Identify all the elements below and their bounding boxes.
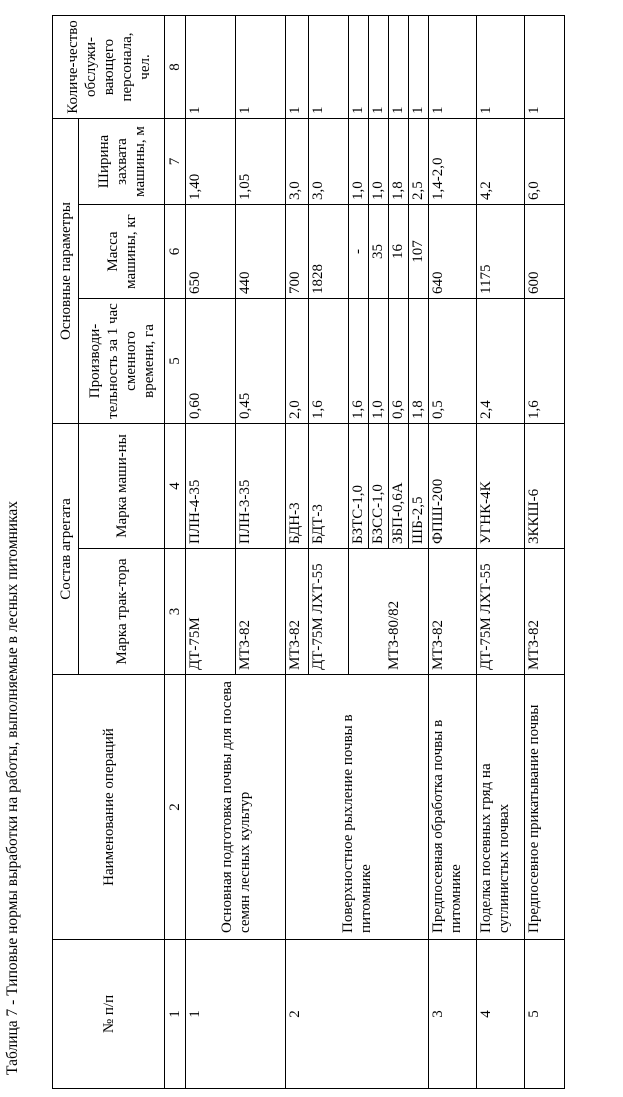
productivity-cell: 0,60 — [186, 299, 236, 424]
header-width: Ширина захвата машины, м — [79, 119, 165, 205]
operation-name: Основная подготовка почвы для посева семян лесных культур — [186, 675, 286, 940]
column-index: 2 — [165, 675, 186, 940]
column-index: 6 — [165, 205, 186, 299]
row-number: 5 — [525, 940, 565, 1089]
header-mass: Масса машины, кг — [79, 205, 165, 299]
machine-cell: ПЛН-4-35 — [186, 424, 236, 549]
header-row-1 — [53, 16, 79, 1089]
header-group-aggregate: Состав агрегата — [53, 424, 79, 675]
productivity-cell: 2,0 — [286, 299, 309, 424]
staff-cell: 1 — [286, 16, 309, 119]
column-index-row — [165, 16, 186, 1089]
mass-cell: 600 — [525, 205, 565, 299]
mass-cell: 1175 — [477, 205, 525, 299]
header-operation: Наименование операций — [53, 675, 165, 940]
staff-cell: 1 — [186, 16, 236, 119]
width-cell: 1,0 — [349, 119, 369, 205]
productivity-cell: 1,6 — [349, 299, 369, 424]
mass-cell: 35 — [369, 205, 389, 299]
width-cell: 1,0 — [369, 119, 389, 205]
mass-cell: 640 — [429, 205, 477, 299]
header-staff: Количе-чество обслужи-вающего персонала, чел. — [53, 16, 165, 119]
tractor-cell: МТЗ-82 — [286, 549, 309, 675]
header-machine: Марка маши-ны — [79, 424, 165, 549]
width-cell: 3,0 — [309, 119, 349, 205]
tractor-cell: МТЗ-82 — [429, 549, 477, 675]
operation-name: Предпосевная обработка почвы в питомнике — [429, 675, 477, 940]
table-row — [525, 16, 565, 1089]
row-number: 3 — [429, 940, 477, 1089]
table-row — [286, 16, 309, 1089]
mass-cell: - — [349, 205, 369, 299]
mass-cell: 16 — [389, 205, 409, 299]
column-index: 1 — [165, 940, 186, 1089]
machine-cell: БДТ-3 — [309, 424, 349, 549]
staff-cell: 1 — [309, 16, 349, 119]
header-tractor: Марка трак-тора — [79, 549, 165, 675]
machine-cell: ФПШ-200 — [429, 424, 477, 549]
width-cell: 1,05 — [236, 119, 286, 205]
operation-name: Предпосевное прикатывание почвы — [525, 675, 565, 940]
productivity-cell: 2,4 — [477, 299, 525, 424]
tractor-cell: МТЗ-80/82 — [349, 549, 429, 675]
mass-cell: 700 — [286, 205, 309, 299]
machine-cell: 3ККШ-6 — [525, 424, 565, 549]
width-cell: 4,2 — [477, 119, 525, 205]
staff-cell: 1 — [389, 16, 409, 119]
staff-cell: 1 — [477, 16, 525, 119]
staff-cell: 1 — [236, 16, 286, 119]
norms-table — [52, 15, 565, 1089]
width-cell: 6,0 — [525, 119, 565, 205]
mass-cell: 1828 — [309, 205, 349, 299]
tractor-cell: ДТ-75М — [186, 549, 236, 675]
header-productivity: Производи-тельность за 1 час сменного времени, га — [79, 299, 165, 424]
column-index: 3 — [165, 549, 186, 675]
operation-name: Поверхностное рыхление почвы в питомнике — [286, 675, 429, 940]
column-index: 4 — [165, 424, 186, 549]
productivity-cell: 1,8 — [409, 299, 429, 424]
tractor-cell: МТЗ-82 — [236, 549, 286, 675]
staff-cell: 1 — [429, 16, 477, 119]
table-row — [477, 16, 525, 1089]
machine-cell: БЗТС-1,0 — [349, 424, 369, 549]
staff-cell: 1 — [525, 16, 565, 119]
width-cell: 2,5 — [409, 119, 429, 205]
row-number: 4 — [477, 940, 525, 1089]
column-index: 7 — [165, 119, 186, 205]
productivity-cell: 0,45 — [236, 299, 286, 424]
machine-cell: БЗСС-1,0 — [369, 424, 389, 549]
productivity-cell: 1,6 — [309, 299, 349, 424]
row-number: 2 — [286, 940, 429, 1089]
machine-cell: ПЛН-3-35 — [236, 424, 286, 549]
mass-cell: 440 — [236, 205, 286, 299]
table-row — [429, 16, 477, 1089]
staff-cell: 1 — [369, 16, 389, 119]
column-index: 8 — [165, 16, 186, 119]
machine-cell: ЗБП-0,6А — [389, 424, 409, 549]
tractor-cell: ДТ-75М ЛХТ-55 — [477, 549, 525, 675]
header-group-params: Основные параметры — [53, 119, 79, 424]
width-cell: 3,0 — [286, 119, 309, 205]
table-caption: Таблица 7 - Типовые нормы выработки на работы, выполняемые в лесных питомниках — [4, 500, 21, 1075]
width-cell: 1,8 — [389, 119, 409, 205]
column-index: 5 — [165, 299, 186, 424]
width-cell: 1,4-2,0 — [429, 119, 477, 205]
tractor-cell: ДТ-75М ЛХТ-55 — [309, 549, 349, 675]
table-row — [186, 16, 236, 1089]
tractor-cell: МТЗ-82 — [525, 549, 565, 675]
productivity-cell: 1,6 — [525, 299, 565, 424]
row-number: 1 — [186, 940, 286, 1089]
staff-cell: 1 — [409, 16, 429, 119]
machine-cell: ШБ-2,5 — [409, 424, 429, 549]
mass-cell: 107 — [409, 205, 429, 299]
header-num: № п/п — [53, 940, 165, 1089]
productivity-cell: 0,6 — [389, 299, 409, 424]
machine-cell: УГНК-4К — [477, 424, 525, 549]
productivity-cell: 0,5 — [429, 299, 477, 424]
operation-name: Поделка посевных гряд на суглинистых почвах — [477, 675, 525, 940]
productivity-cell: 1,0 — [369, 299, 389, 424]
width-cell: 1,40 — [186, 119, 236, 205]
staff-cell: 1 — [349, 16, 369, 119]
machine-cell: БДН-3 — [286, 424, 309, 549]
mass-cell: 650 — [186, 205, 236, 299]
